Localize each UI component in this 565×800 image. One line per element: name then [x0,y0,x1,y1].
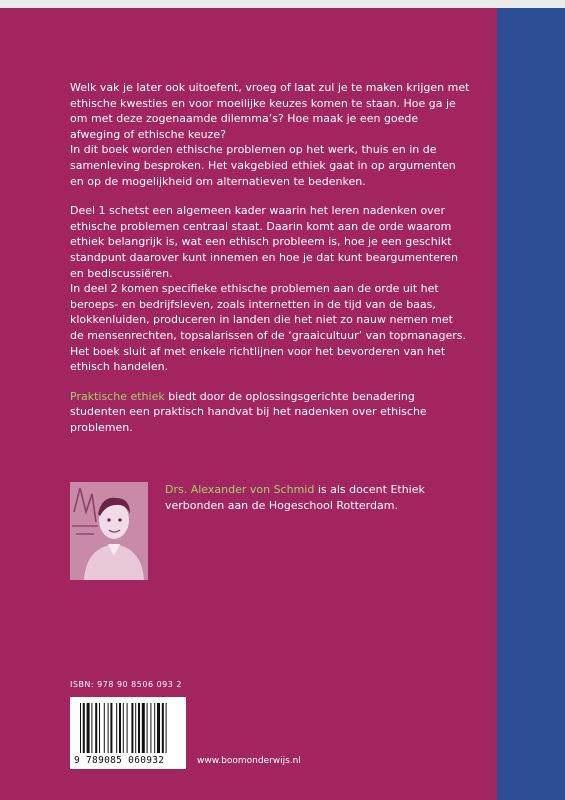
author-paragraph [165,482,475,513]
spacer [70,375,470,389]
spacer [70,189,470,203]
barcode-icon [80,703,176,755]
barcode [70,697,186,769]
part-2-paragraph: In deel 2 komen specifieke ethische problemen aan de orde uit het beroeps- en bedrijfsleven, zoals internetten in de tijd van de baas, klokkenluiden, produceren in landen die het niet zo nauw nemen met de mensenrechten, topsalarissen of de ‘graaicultuur’ van topmanagers. Het boek sluit af met enkele richtlijnen voor het bevorderen van het ethisch handelen. [70,282,466,374]
isbn-label: ISBN: 978 90 8506 093 2 [70,680,182,689]
author-name: Drs. Alexander von Schmid [165,483,315,496]
barcode-digits: 9 789085 060932 [74,755,165,766]
blue-spine [497,8,565,800]
author-photo [70,482,148,580]
blurb-text [70,80,470,435]
intro-paragraph-1: Welk vak je later ook uitoefent, vroeg of laat zul je te maken krijgen met ethische kwesties en voor moeilijke keuzes komen te staan. Hoe ga je om met deze zogenaamde dilemma’s? Hoe maak je een goede afweging of ethische keuze? [70,81,470,141]
part-1-paragraph: Deel 1 schetst een algemeen kader waarin het leren nadenken over ethische problemen centraal staat. Daarin komt aan de orde waarom ethiek belangrijk is, wat een ethisch probleem is, hoe je een geschikt standpunt daarover kunt innemen en hoe je dat kunt beargumenteren en bediscussiëren. [70,204,458,280]
book-title-highlight: Praktische ethiek [70,389,165,403]
summary-rest: biedt door de oplossingsgerichte benadering studenten een praktisch handvat bij het nadenken over ethische problemen. [70,389,427,434]
author-bio [165,482,475,513]
summary-paragraph [70,389,470,436]
author-portrait-icon [70,482,148,580]
intro-paragraph-2: In dit boek worden ethische problemen op het werk, thuis en in de samenleving besproken. Het vakgebied ethiek gaat in op argumenten en op de mogelijkheid om alternatieven te bedenken. [70,143,456,188]
website-link[interactable]: www.boomonderwijs.nl [197,756,301,766]
author-rest: is als docent Ethiek verbonden aan de Hogeschool Rotterdam. [165,483,425,512]
